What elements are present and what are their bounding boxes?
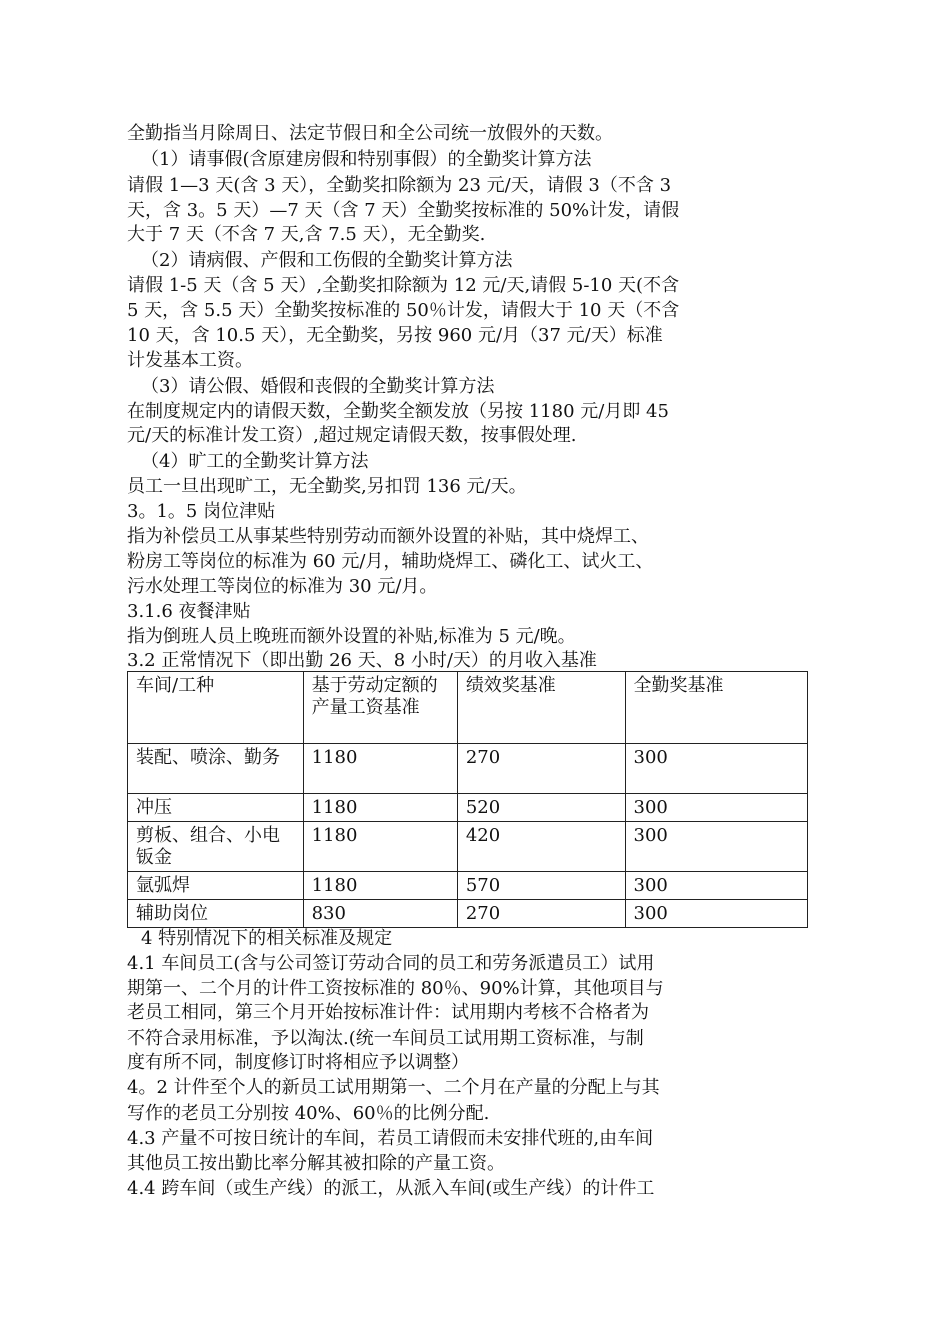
table-row	[128, 744, 808, 794]
table-cell: 1180	[303, 744, 457, 794]
paragraph-line: 全勤指当月除周日、法定节假日和全公司统一放假外的天数。	[127, 123, 613, 144]
paragraph-line: 期第一、二个月的计件工资按标准的 80％、90%计算，其他项目与	[127, 978, 664, 999]
paragraph-line: 请假 1—3 天(含 3 天），全勤奖扣除额为 23 元/天，请假 3（不含 3	[127, 175, 672, 196]
table-cell: 270	[457, 744, 625, 794]
paragraph-line: 4。2 计件至个人的新员工试用期第一、二个月在产量的分配上与其	[127, 1077, 660, 1098]
table-cell: 300	[625, 872, 807, 900]
section-heading: （2）请病假、产假和工伤假的全勤奖计算方法	[141, 250, 513, 271]
table-cell: 冲压	[128, 794, 304, 822]
table-cell: 300	[625, 794, 807, 822]
table-cell: 1180	[303, 872, 457, 900]
paragraph-line: 天，含 3。5 天）—7 天（含 7 天）全勤奖按标准的 50%计发，请假	[127, 200, 680, 221]
table-row	[128, 900, 808, 928]
paragraph-line: 在制度规定内的请假天数，全勤奖全额发放（另按 1180 元/月即 45	[127, 401, 669, 422]
header-cell: 基于劳动定额的产量工资基准	[303, 672, 457, 744]
table-cell: 420	[457, 822, 625, 872]
paragraph-line: 4.1 车间员工(含与公司签订劳动合同的员工和劳务派遣员工）试用	[127, 953, 655, 974]
paragraph-line: 老员工相同，第三个月开始按标准计件：试用期内考核不合格者为	[127, 1002, 649, 1023]
table-cell: 300	[625, 744, 807, 794]
table-cell: 270	[457, 900, 625, 928]
section-heading: （3）请公假、婚假和丧假的全勤奖计算方法	[141, 376, 495, 397]
table-cell: 1180	[303, 794, 457, 822]
paragraph-line: 元/天的标准计发工资）,超过规定请假天数，按事假处理.	[127, 425, 577, 446]
section-heading: 4 特别情况下的相关标准及规定	[141, 928, 393, 949]
paragraph-line: 污水处理工等岗位的标准为 30 元/月。	[127, 576, 438, 597]
paragraph-line: 指为倒班人员上晚班而额外设置的补贴,标准为 5 元/晚。	[127, 626, 576, 647]
table-row	[128, 794, 808, 822]
table-cell: 装配、喷涂、勤务	[128, 744, 304, 794]
section-heading: 3.1.6 夜餐津贴	[127, 601, 251, 622]
paragraph-line: 大于 7 天（不含 7 天,含 7.5 天），无全勤奖.	[127, 224, 486, 245]
paragraph-line: 5 天，含 5.5 天）全勤奖按标准的 50％计发，请假大于 10 天（不含	[127, 300, 680, 321]
paragraph-line: 度有所不同，制度修订时将相应予以调整）	[127, 1052, 469, 1073]
table-cell: 300	[625, 822, 807, 872]
paragraph-line: 员工一旦出现旷工，无全勤奖,另扣罚 136 元/天。	[127, 476, 527, 497]
paragraph-line: 计发基本工资。	[127, 350, 253, 371]
income-baseline-table	[127, 671, 808, 928]
header-cell: 全勤奖基准	[625, 672, 807, 744]
paragraph-line: 10 天，含 10.5 天），无全勤奖，另按 960 元/月（37 元/天）标准	[127, 325, 663, 346]
header-cell: 车间/工种	[128, 672, 304, 744]
paragraph-line: 不符合录用标准，予以淘汰.(统一车间员工试用期工资标准，与制	[127, 1028, 644, 1049]
table-caption: 3.2 正常情况下（即出勤 26 天、8 小时/天）的月收入基准	[127, 650, 597, 671]
paragraph-line: 粉房工等岗位的标准为 60 元/月，辅助烧焊工、磷化工、试火工、	[127, 551, 654, 572]
section-heading: 3。1。5 岗位津贴	[127, 501, 276, 522]
paragraph-line: 指为补偿员工从事某些特别劳动而额外设置的补贴，其中烧焊工、	[127, 526, 649, 547]
table-cell: 辅助岗位	[128, 900, 304, 928]
table-cell: 520	[457, 794, 625, 822]
section-heading: （1）请事假(含原建房假和特别事假）的全勤奖计算方法	[141, 149, 592, 170]
table-header-row	[128, 672, 808, 744]
paragraph-line: 请假 1-5 天（含 5 天）,全勤奖扣除额为 12 元/天,请假 5-10 天(不含	[127, 275, 680, 296]
table-cell: 300	[625, 900, 807, 928]
paragraph-line: 其他员工按出勤比率分解其被扣除的产量工资。	[127, 1153, 505, 1174]
paragraph-line: 写作的老员工分别按 40%、60％的比例分配.	[127, 1103, 490, 1124]
header-cell: 绩效奖基准	[457, 672, 625, 744]
table-cell: 剪板、组合、小电钣金	[128, 822, 304, 872]
section-heading: （4）旷工的全勤奖计算方法	[141, 451, 369, 472]
paragraph-line: 4.4 跨车间（或生产线）的派工，从派入车间(或生产线）的计件工	[127, 1178, 655, 1199]
paragraph-line: 4.3 产量不可按日统计的车间，若员工请假而未安排代班的,由车间	[127, 1128, 654, 1149]
table-row	[128, 872, 808, 900]
table-cell: 570	[457, 872, 625, 900]
table-cell: 氩弧焊	[128, 872, 304, 900]
table-row	[128, 822, 808, 872]
table-cell: 1180	[303, 822, 457, 872]
table-cell: 830	[303, 900, 457, 928]
